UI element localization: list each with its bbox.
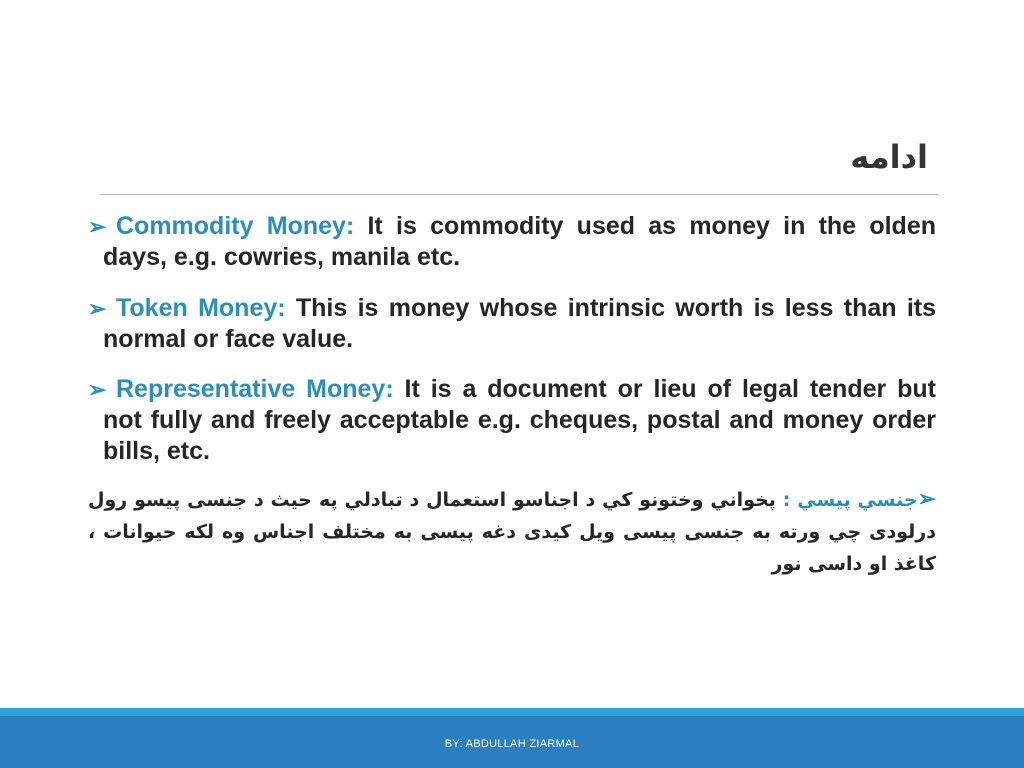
arrow-bullet-icon: ➢ — [917, 486, 936, 511]
bullet-commodity-money — [88, 211, 936, 273]
footer-author: BY: ABDULLAH ZIARMAL — [444, 738, 580, 750]
footer-accent-band — [0, 708, 1024, 716]
bullet-body — [103, 374, 936, 467]
bullet-text: This is money whose intrinsic worth is less than its normal or face value. — [103, 294, 936, 353]
bullet-text: It is a document or lieu of legal tender but not fully and freely acceptable e.g. cheques, postal and money order bills, etc. — [103, 375, 936, 465]
bullet-representative-money — [88, 374, 936, 467]
slide-title: ادامه — [850, 138, 928, 176]
arrow-bullet-icon: ➢ — [88, 377, 107, 402]
bullet-term: Token Money: — [116, 294, 286, 322]
arrow-bullet-icon: ➢ — [88, 214, 107, 239]
bullet-term: Representative Money: — [116, 375, 394, 403]
bullet-body — [103, 211, 936, 273]
bullet-term: جنسي پيسي : — [782, 489, 918, 511]
bullet-text: It is commodity used as money in the olden days, e.g. cowries, manila etc. — [103, 212, 936, 271]
bullet-term: Commodity Money: — [116, 212, 355, 240]
bullet-text: پخواني وختونو کي د اجناسو استعمال د تبادلي په حيث د جنسی پیسو رول درلودی چي ورته به جنسی پیسی ویل کیدی دغه پیسی به مختلف اجناس وه لکه حیوانات ، کاغذ او داسی نور — [88, 489, 936, 575]
title-divider — [100, 194, 938, 195]
arrow-bullet-icon: ➢ — [88, 296, 107, 321]
bullet-commodity-money-pashto — [88, 483, 936, 580]
bullet-body — [103, 293, 936, 355]
bullet-token-money — [88, 293, 936, 355]
